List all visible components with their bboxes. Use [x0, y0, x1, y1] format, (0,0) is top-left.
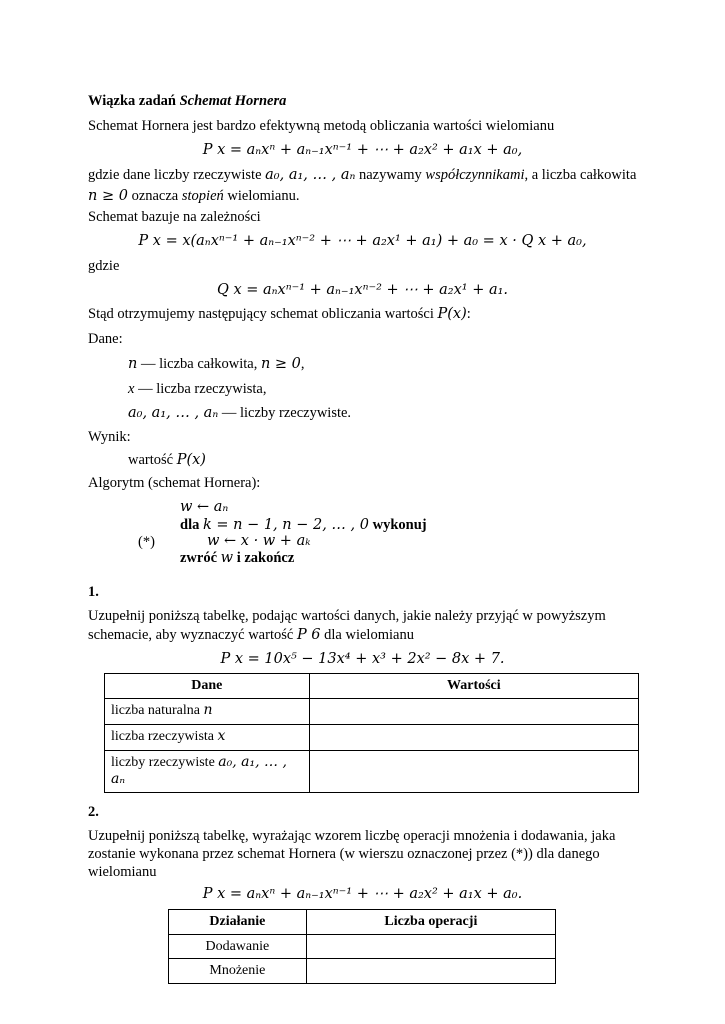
row-label-math: 𝑛 — [203, 702, 213, 719]
task2-formula: 𝑃 𝑥 = 𝑎ₙ𝑥ⁿ + 𝑎ₙ₋₁𝑥ⁿ⁻¹ + ⋯ + 𝑎₂𝑥² + 𝑎₁𝑥 + 𝑎₀. — [202, 886, 523, 902]
table-row — [169, 934, 556, 959]
task1-row-a-value[interactable] — [309, 750, 638, 792]
wynik-math: 𝑃(𝑥) — [176, 452, 206, 468]
where-line-1 — [88, 166, 638, 184]
wynik-label: Wynik: — [88, 429, 131, 445]
formula-p: 𝑃 𝑥 = 𝑎ₙ𝑥ⁿ + 𝑎ₙ₋₁𝑥ⁿ⁻¹ + ⋯ + 𝑎₂𝑥² + 𝑎₁𝑥 + 𝑎₀, — [202, 142, 523, 158]
page-title — [88, 92, 286, 110]
task1-text-b-part: schemacie, aby wyznaczyć wartość — [88, 627, 297, 643]
algorithm-loop-range: 𝑘 = 𝑛 − 1, 𝑛 − 2, … , 0 — [202, 517, 369, 533]
title-italic: Schemat Hornera — [179, 93, 287, 109]
algorithm-for-keyword: dla — [180, 517, 203, 533]
task2-header-liczba: Liczba operacji — [306, 910, 555, 935]
dane-label: Dane: — [88, 331, 123, 347]
dane-item-x-text: — liczba rzeczywista, — [134, 381, 267, 397]
row-label-math: 𝑥 — [217, 728, 226, 745]
task1-table — [104, 673, 639, 793]
task1-text-b — [88, 626, 414, 644]
task1-row-x-label — [105, 724, 310, 750]
task1-number: 1. — [88, 584, 99, 600]
dane-item-x — [128, 380, 266, 398]
algorithm-line-1: 𝑤 ← 𝑎ₙ — [180, 499, 229, 515]
hence-text-part: Stąd otrzymujemy następujący schemat obliczania wartości — [88, 306, 438, 322]
algorithm-return-keyword: zwróć — [180, 550, 221, 566]
table-row — [105, 724, 639, 750]
where-text-b: nazywamy — [355, 167, 426, 183]
table-row — [105, 750, 639, 792]
dane-item-a-text: — liczby rzeczywiste. — [218, 405, 352, 421]
task2-table — [168, 909, 556, 984]
task2-row-mul-label: Mnożenie — [169, 959, 307, 984]
dane-item-a — [128, 404, 351, 422]
where-text-a: gdzie dane liczby rzeczywiste — [88, 167, 266, 183]
algorithm-line-3: 𝑤 ← 𝑥 · 𝑤 + 𝑎ₖ — [207, 533, 311, 549]
wynik-text: wartość — [128, 452, 177, 468]
task2-text-a: Uzupełnij poniższą tabelkę, wyrażając wzorem liczbę operacji mnożenia i dodawania, jaka — [88, 828, 616, 844]
algorithm-do-keyword: wykonuj — [368, 517, 427, 533]
task1-row-n-label — [105, 698, 310, 724]
hence-text — [88, 305, 471, 323]
table-row — [169, 959, 556, 984]
where-text-c: , a liczba całkowita — [524, 167, 637, 183]
task1-row-x-value[interactable] — [309, 724, 638, 750]
algorithm-return-value: 𝑤 — [220, 550, 234, 566]
hence-end: : — [466, 306, 471, 322]
task1-text-b-end: dla wielomianu — [320, 627, 414, 643]
task2-row-mul-value[interactable] — [306, 959, 555, 984]
algorithm-marker: (*) — [138, 534, 155, 550]
task1-header-dane: Dane — [105, 674, 310, 699]
hence-math: 𝑃(𝑥) — [437, 306, 467, 322]
schema-basis-text: Schemat bazuje na zależności — [88, 209, 261, 225]
dane-item-n-math: 𝑛 — [128, 356, 138, 372]
gdzie-text: gdzie — [88, 258, 120, 274]
task1-header-wartosci: Wartości — [309, 674, 638, 699]
intro-text: Schemat Hornera jest bardzo efektywną metodą obliczania wartości wielomianu — [88, 118, 555, 134]
row-label-math: 𝑎₀, 𝑎₁, … , 𝑎ₙ — [111, 753, 287, 787]
task2-text-c: wielomianu — [88, 864, 157, 880]
coefficients-term: współczynnikami — [425, 167, 525, 183]
dane-item-a-math: 𝑎₀, 𝑎₁, … , 𝑎ₙ — [128, 405, 219, 421]
coefficients-math: 𝑎₀, 𝑎₁, … , 𝑎ₙ — [265, 167, 356, 183]
title-bold: Wiązka zadań — [88, 93, 180, 109]
algorithm-end-keyword: i zakończ — [233, 550, 295, 566]
task1-text-a: Uzupełnij poniższą tabelkę, podając wartości danych, jakie należy przyjąć w powyższym — [88, 608, 606, 624]
task1-p6-math: 𝑃 6 — [296, 627, 321, 643]
table-row — [105, 698, 639, 724]
task2-row-add-value[interactable] — [306, 934, 555, 959]
where2-text-b: wielomianu. — [223, 188, 300, 204]
task1-row-n-value[interactable] — [309, 698, 638, 724]
where-line-2 — [88, 187, 299, 205]
task2-header-dzialanie: Działanie — [169, 910, 307, 935]
degree-math: 𝑛 ≥ 0 — [88, 188, 128, 204]
dane-item-x-math: x — [128, 381, 135, 397]
degree-term: stopień — [181, 188, 224, 204]
formula-q: 𝑄 𝑥 = 𝑎ₙ𝑥ⁿ⁻¹ + 𝑎ₙ₋₁𝑥ⁿ⁻² + ⋯ + 𝑎₂𝑥¹ + 𝑎₁. — [216, 282, 509, 298]
formula-px: 𝑃 𝑥 = 𝑥(𝑎ₙ𝑥ⁿ⁻¹ + 𝑎ₙ₋₁𝑥ⁿ⁻² + ⋯ + 𝑎₂𝑥¹ + 𝑎₁) + 𝑎₀ = 𝑥 · 𝑄 𝑥 + 𝑎₀, — [138, 233, 587, 249]
algorithm-line-4 — [180, 549, 294, 567]
task2-text-b: zostanie wykonana przez schemat Hornera (w wierszu oznaczonej przez (*)) dla danego — [88, 846, 600, 862]
row-label-text: liczba rzeczywista — [111, 729, 218, 745]
row-label-text: liczby rzeczywiste — [111, 754, 219, 770]
task1-row-a-label — [105, 750, 310, 792]
dane-item-n — [128, 355, 305, 373]
dane-item-n-text: — liczba całkowita, — [137, 356, 261, 372]
task2-number: 2. — [88, 804, 99, 820]
row-label-text: liczba naturalna — [111, 703, 204, 719]
wynik-value — [128, 451, 206, 469]
algorithm-label: Algorytm (schemat Hornera): — [88, 475, 261, 491]
task1-formula: 𝑃 𝑥 = 10𝑥⁵ − 13𝑥⁴ + 𝑥³ + 2𝑥² − 8𝑥 + 7. — [220, 651, 505, 667]
where2-text-a: oznacza — [127, 188, 182, 204]
dane-item-n-math2: 𝑛 ≥ 0 — [260, 356, 301, 372]
dane-item-n-end: , — [300, 356, 305, 372]
task2-row-add-label: Dodawanie — [169, 934, 307, 959]
